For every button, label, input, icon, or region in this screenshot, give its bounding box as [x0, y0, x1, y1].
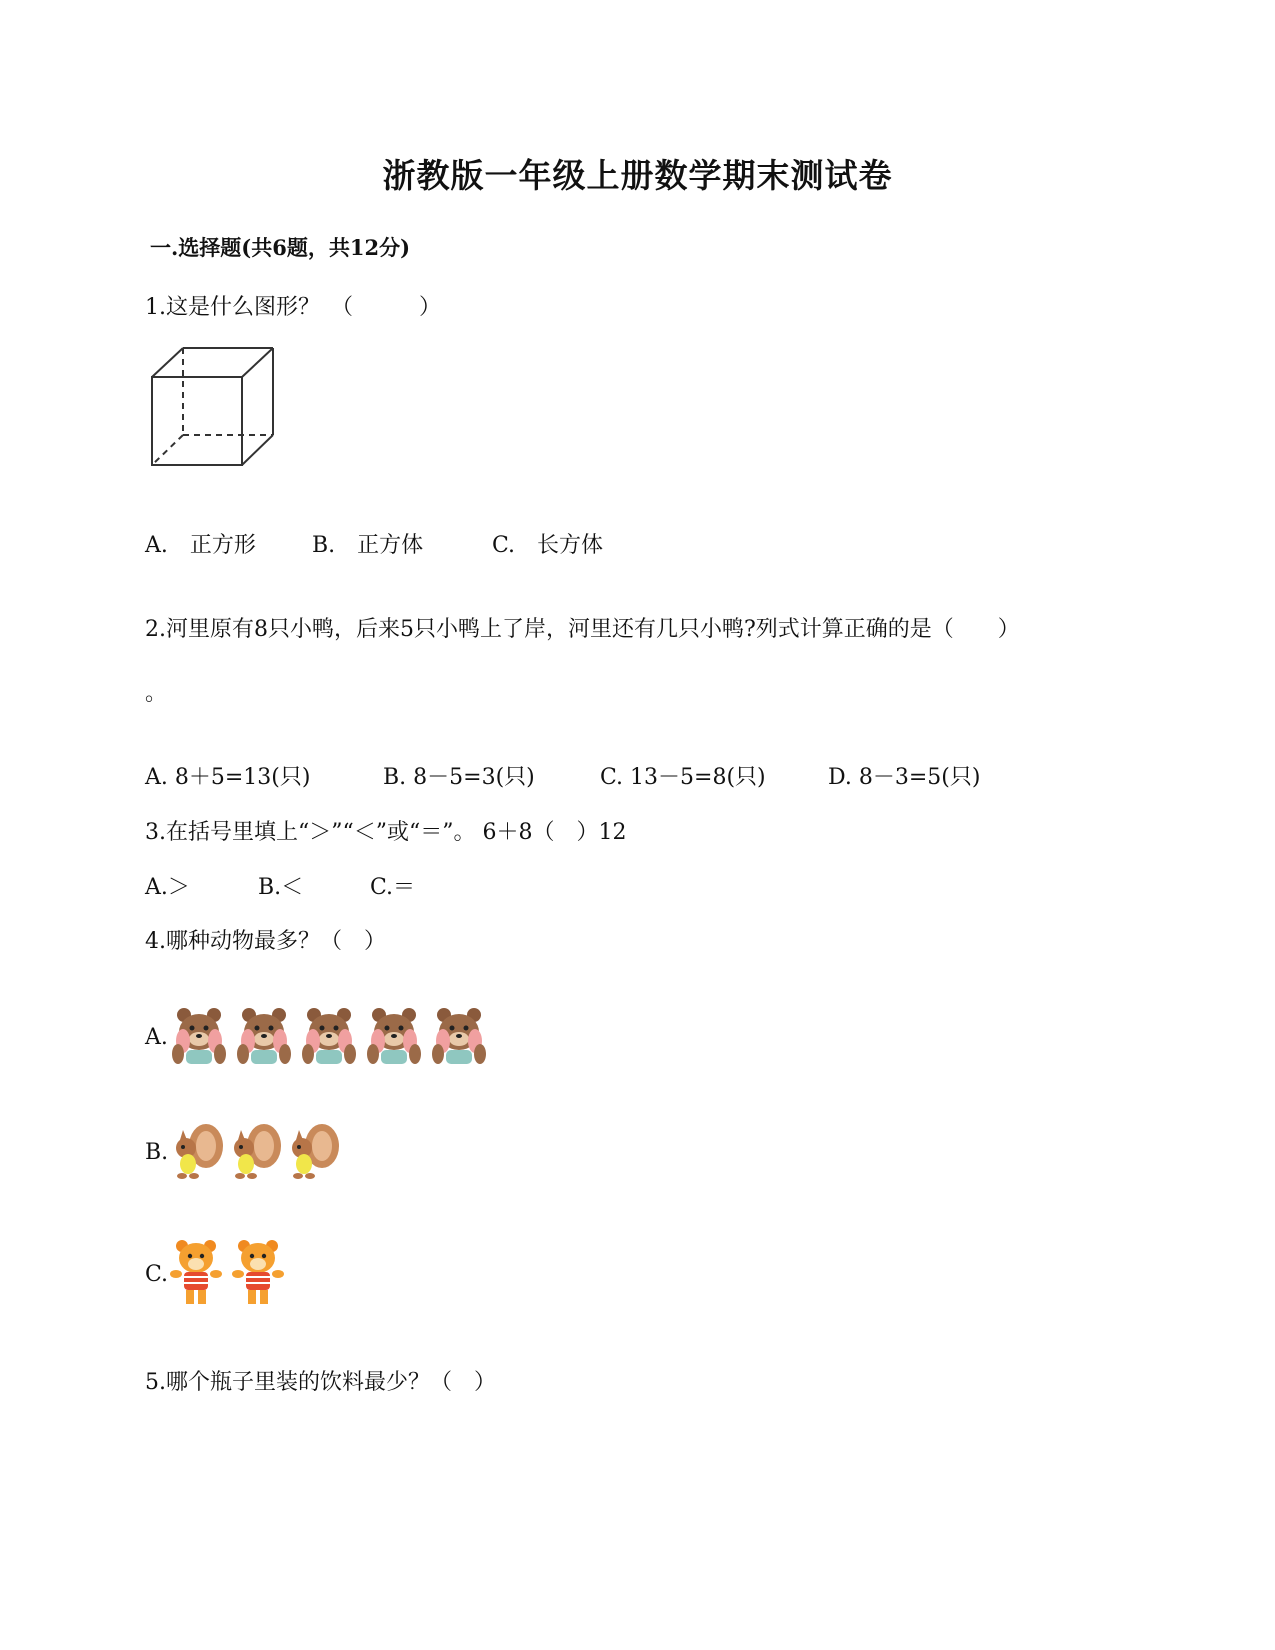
tiger-icon	[170, 1240, 222, 1304]
squirrel-icon	[176, 1124, 223, 1179]
squirrel-icon	[292, 1124, 339, 1179]
bear-icon	[367, 1008, 421, 1064]
q4-option-b-label: B.	[145, 1140, 169, 1165]
section-heading: 一.选择题(共6题，共12分)	[150, 235, 411, 260]
q2-option-a: A. 8＋5=13(只)	[145, 765, 311, 790]
squirrel-icon	[234, 1124, 281, 1179]
question-1-text: 1.这是什么图形？ （ ）	[145, 295, 441, 320]
bear-icon	[237, 1008, 291, 1064]
question-3-text: 3.在括号里填上“＞”“＜”或“＝”。 6＋8（ ）12	[145, 820, 627, 845]
q4-option-c-tigers	[168, 1238, 293, 1310]
q1-option-c: C. 长方体	[492, 533, 604, 558]
bear-icon	[172, 1008, 226, 1064]
q2-option-d: D. 8－3=5(只)	[828, 765, 981, 790]
question-5-text: 5.哪个瓶子里装的饮料最少？（ ）	[145, 1370, 496, 1395]
tiger-icon	[232, 1240, 284, 1304]
q3-option-a: A.＞	[145, 875, 190, 900]
q1-option-b: B. 正方体	[312, 533, 424, 558]
bear-icon	[302, 1008, 356, 1064]
page-title: 浙教版一年级上册数学期末测试卷	[382, 156, 893, 195]
q4-option-c-label: C.	[145, 1262, 169, 1287]
question-4-text: 4.哪种动物最多？（ ）	[145, 929, 386, 954]
question-2-text: 2.河里原有8只小鸭，后来5只小鸭上了岸，河里还有几只小鸭?列式计算正确的是（ ）	[145, 617, 1020, 642]
q4-option-a-label: A.	[145, 1025, 168, 1050]
q4-option-a-bears	[170, 1006, 495, 1068]
q1-option-a: A. 正方形	[145, 533, 256, 558]
cube-outline-icon	[148, 345, 278, 470]
q2-option-b: B. 8－5=3(只)	[383, 765, 535, 790]
question-2-text-end: 。	[145, 681, 168, 706]
q2-option-c: C. 13－5=8(只)	[600, 765, 766, 790]
q3-option-b: B.＜	[258, 875, 304, 900]
q3-option-c: C.＝	[370, 875, 416, 900]
bear-icon	[432, 1008, 486, 1064]
q4-option-b-squirrels	[170, 1122, 350, 1182]
